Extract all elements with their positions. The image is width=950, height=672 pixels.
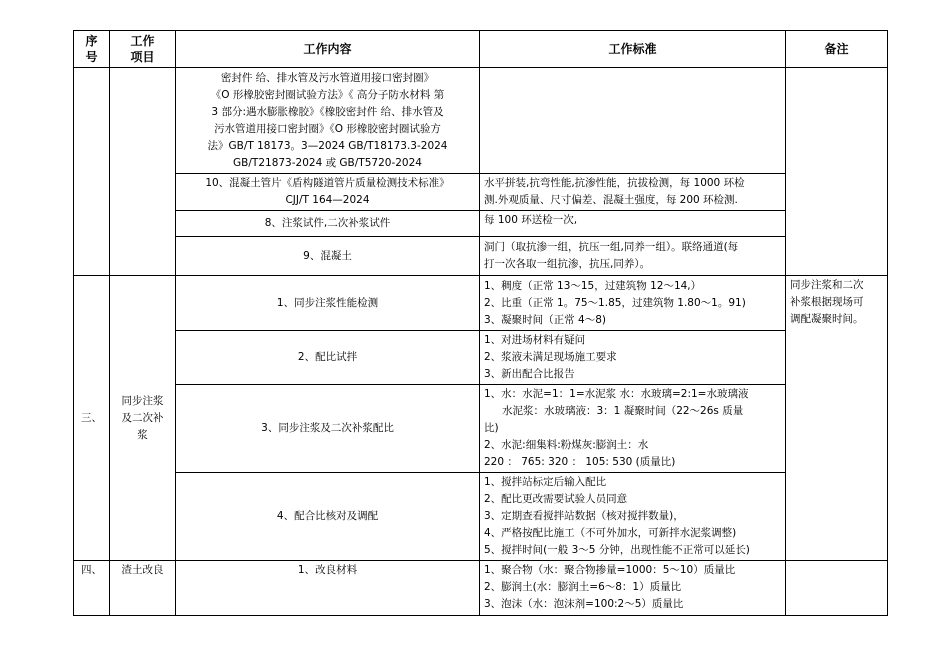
table-row — [74, 174, 888, 211]
content-cell-conditioning: 1、改良材料 — [176, 561, 480, 616]
note-cell-blank — [786, 68, 888, 276]
table-row — [74, 276, 888, 331]
header-standard: 工作标准 — [480, 31, 786, 68]
table-row — [74, 211, 888, 237]
content-cell-sync-grout-test: 1、同步注浆性能检测 — [176, 276, 480, 331]
content-cell-seal: 密封件 给、排水管及污水管道用接口密封圈》 《O 形橡胶密封圈试验方法》《 高分子防水材料 第 3 部分:遇水膨胀橡胶》《橡胶密封件 给、排水管及 污水管道用接口密封圈》《O 形橡胶密封圈试验方 法》GB/T 18173。3—2024 GB/T18173.3-2024 GB/T21873-2024 或 GB/T5720-2024 — [176, 68, 480, 174]
standard-cell-conditioning: 1、聚合物（水：聚合物掺量=1000：5～10）质量比 2、膨润土(水：膨润土=6～8：1）质量比 3、泡沫（水：泡沫剂=100:2～5）质量比 — [480, 561, 786, 616]
content-cell-mix-check: 4、配合比核对及调配 — [176, 473, 480, 561]
table-row — [74, 473, 888, 561]
content-cell-segment: 10、混凝土管片《盾构隧道管片质量检测技术标准》 CJJ/T 164—2024 — [176, 174, 480, 211]
header-row — [74, 31, 888, 68]
table-row — [74, 331, 888, 385]
header-seq: 序 号 — [74, 31, 110, 68]
standard-cell-concrete: 洞门（取抗渗一组，抗压一组,同养一组）。联络通道(每 打一次各取一组抗渗，抗压,同养）。 — [480, 237, 786, 276]
item-cell-3: 同步注浆 及二次补 浆 — [110, 276, 176, 561]
header-item: 工作 项目 — [110, 31, 176, 68]
table-row — [74, 561, 888, 616]
seq-cell-blank — [74, 68, 110, 276]
standard-cell-trial-mix: 1、对进场材料有疑问 2、浆液未满足现场施工要求 3、新出配合比报告 — [480, 331, 786, 385]
seq-cell-3: 三、 — [74, 276, 110, 561]
header-content: 工作内容 — [176, 31, 480, 68]
standard-cell-mix-ratio: 1、水：水泥=1：1=水泥浆 水：水玻璃=2:1=水玻璃液 水泥浆：水玻璃液：3：1 凝聚时间（22～26s 质量 比) 2、水泥:细集料:粉煤灰:膨润土：水 220 ： 765: 320 ： 105: 530 (质量比) — [480, 385, 786, 473]
table-row — [74, 237, 888, 276]
standard-cell-grout-specimen: 每 100 环送检一次, — [480, 211, 786, 237]
content-cell-concrete: 9、混凝土 — [176, 237, 480, 276]
header-note: 备注 — [786, 31, 888, 68]
note-cell-3: 同步注浆和二次 补浆根据现场可 调配凝聚时间。 — [786, 276, 888, 561]
item-cell-4: 渣土改良 — [110, 561, 176, 616]
note-cell-4 — [786, 561, 888, 616]
content-cell-grout-specimen: 8、注浆试件,二次补浆试件 — [176, 211, 480, 237]
standard-cell-seal — [480, 68, 786, 174]
standard-cell-sync-grout-test: 1、稠度（正常 13～15，过建筑物 12～14,） 2、比重（正常 1。75～1.85，过建筑物 1.80～1。91) 3、凝聚时间（正常 4～8) — [480, 276, 786, 331]
content-cell-mix-ratio: 3、同步注浆及二次补浆配比 — [176, 385, 480, 473]
content-cell-trial-mix: 2、配比试拌 — [176, 331, 480, 385]
standard-cell-mix-check: 1、搅拌站标定后输入配比 2、配比更改需要试验人员同意 3、定期查看搅拌站数据（核对搅拌数量)， 4、严格按配比施工（不可外加水，可新拌水泥浆调整) 5、搅拌时间(一般 3～5 分钟，出现性能不正常可以延长) — [480, 473, 786, 561]
seq-cell-4: 四、 — [74, 561, 110, 616]
table-row — [74, 385, 888, 473]
item-cell-blank — [110, 68, 176, 276]
standard-cell-segment: 水平拼装,抗弯性能,抗渗性能，抗拔检测，每 1000 环检 测.外观质量、尺寸偏差、混凝土强度，每 200 环检测. — [480, 174, 786, 211]
table-row — [74, 68, 888, 174]
standards-table — [73, 30, 888, 616]
